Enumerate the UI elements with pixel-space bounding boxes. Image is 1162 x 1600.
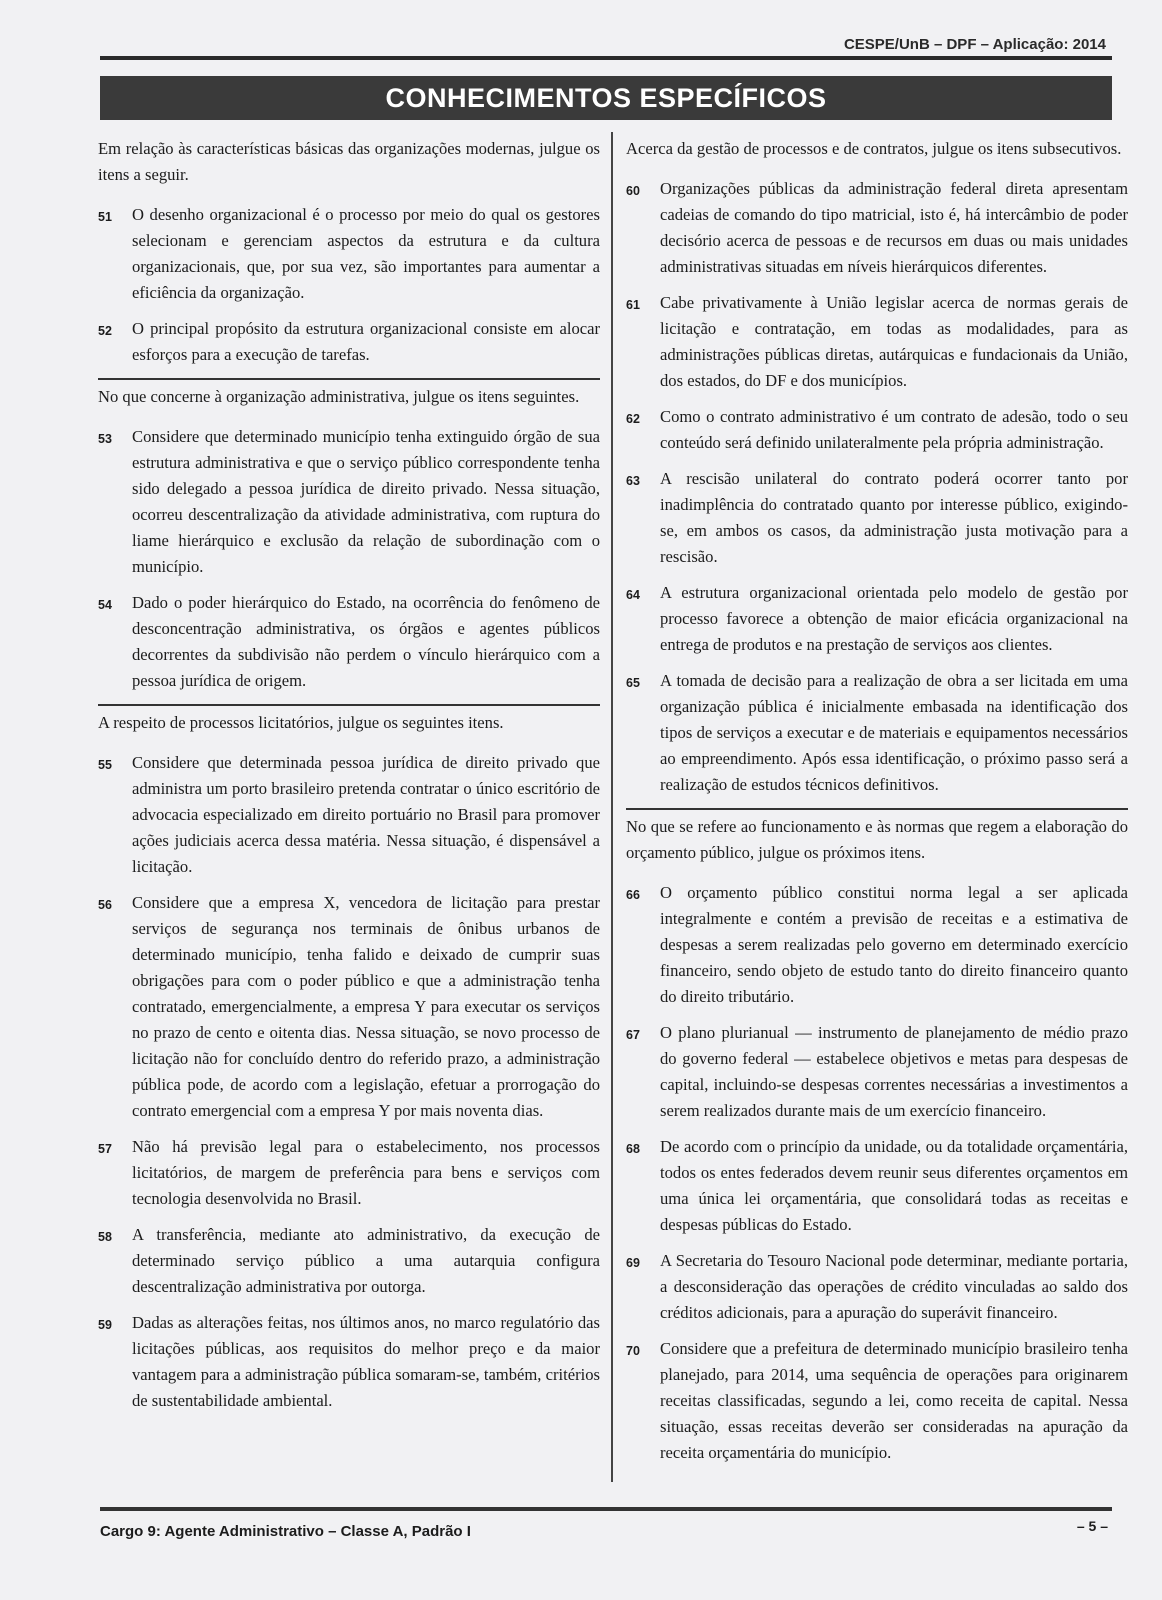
question-text: O plano plurianual — instrumento de planejamento de médio prazo do governo federal — estabelece objetivos e metas para despesas de capital, incluindo-se despesas correntes necessárias a investimentos a serem realizados durante mais de um exercício financeiro. (660, 1023, 1128, 1120)
question-number: 51 (98, 210, 112, 224)
question-text: O desenho organizacional é o processo por meio do qual os gestores selecionam e gerenciam aspectos da estrutura e da cultura organizacionais, que, por sua vez, são importantes para aumentar a eficiência da organização. (132, 205, 600, 302)
question-item (626, 1134, 1128, 1238)
section-divider (98, 704, 600, 706)
page-number: – 5 – (1076, 1518, 1108, 1534)
question-item (98, 750, 600, 880)
question-number: 54 (98, 598, 112, 612)
question-item (626, 404, 1128, 456)
question-number: 63 (626, 474, 640, 488)
question-text: Considere que determinada pessoa jurídica de direito privado que administra um porto brasileiro pretenda contratar o único escritório de advocacia especializado em direito portuário no Brasil para promover ações judiciais acerca dessa matéria. Nessa situação, é dispensável a licitação. (132, 753, 600, 876)
question-text: De acordo com o princípio da unidade, ou da totalidade orçamentária, todos os entes federados devem reunir seus diferentes orçamentos em uma única lei orçamentária, que consolidará todas as receitas e despesas públicas do Estado. (660, 1137, 1128, 1234)
question-text: A rescisão unilateral do contrato poderá ocorrer tanto por inadimplência do contratado quanto por interesse público, exigindo-se, em ambos os casos, da administração justa motivação para a rescisão. (660, 469, 1128, 566)
question-item (626, 1248, 1128, 1326)
question-item (626, 1336, 1128, 1466)
question-item (626, 290, 1128, 394)
question-item (98, 590, 600, 694)
question-text: A transferência, mediante ato administrativo, da execução de determinado serviço público a uma autarquia configura descentralização administrativa por outorga. (132, 1225, 600, 1296)
position-title: Cargo 9: Agente Administrativo – Classe A, Padrão I (100, 1523, 471, 1540)
left-column (98, 136, 600, 1424)
column-divider (611, 132, 613, 1482)
question-item (98, 1222, 600, 1300)
question-number: 66 (626, 888, 640, 902)
question-item (98, 316, 600, 368)
question-item (626, 1020, 1128, 1124)
question-text: Dadas as alterações feitas, nos últimos anos, no marco regulatório das licitações públicas, aos requisitos do melhor preço e da maior vantagem para a administração pública somaram-se, também, critérios de sustentabilidade ambiental. (132, 1313, 600, 1410)
right-column (626, 136, 1128, 1476)
section-intro: Em relação às características básicas das organizações modernas, julgue os itens a seguir. (98, 139, 600, 184)
question-number: 65 (626, 676, 640, 690)
question-item (626, 466, 1128, 570)
question-number: 62 (626, 412, 640, 426)
question-number: 52 (98, 324, 112, 338)
question-number: 58 (98, 1230, 112, 1244)
question-number: 57 (98, 1142, 112, 1156)
question-number: 70 (626, 1344, 640, 1358)
question-item (98, 202, 600, 306)
question-text: Considere que a prefeitura de determinado município brasileiro tenha planejado, para 2014, uma sequência de operações para originarem receitas classificadas, segundo a lei, como receita de capital. Nessa situação, essas receitas deverão ser consideradas na apuração da receita orçamentária do município. (660, 1339, 1128, 1462)
section-intro: Acerca da gestão de processos e de contratos, julgue os itens subsecutivos. (626, 139, 1122, 158)
exam-info: CESPE/UnB – DPF – Aplicação: 2014 (843, 36, 1106, 53)
question-text: A tomada de decisão para a realização de obra a ser licitada em uma organização pública é inicialmente embasada na identificação dos tipos de serviços a executar e de materiais e equipamentos necessários ao empreendimento. Após essa identificação, o próximo passo será a realização de estudos técnicos definitivos. (660, 671, 1128, 794)
section-intro: A respeito de processos licitatórios, julgue os seguintes itens. (98, 713, 504, 732)
question-item (626, 880, 1128, 1010)
question-text: O orçamento público constitui norma legal a ser aplicada integralmente e contém a previsão de receitas e a estimativa de despesas a serem realizadas pelo governo em determinado exercício financeiro, sendo objeto de estudo tanto do direito financeiro quanto do direito tributário. (660, 883, 1128, 1006)
question-text: Considere que a empresa X, vencedora de licitação para prestar serviços de segurança nos terminais de ônibus urbanos de determinado município, tenha falido e deixado de cumprir suas obrigações para com o poder público e que a administração tenha contratado, emergencialmente, a empresa Y para executar os serviços no prazo de cento e oitenta dias. Nessa situação, se novo processo de licitação não for concluído dentro do referido prazo, a administração pública pode, de acordo com a legislação, efetuar a prorrogação do contrato emergencial com a empresa Y por mais noventa dias. (132, 893, 600, 1120)
question-number: 53 (98, 432, 112, 446)
question-item (626, 176, 1128, 280)
question-number: 64 (626, 588, 640, 602)
section-divider (626, 808, 1128, 810)
question-text: A Secretaria do Tesouro Nacional pode determinar, mediante portaria, a desconsideração das operações de crédito vinculadas ao saldo dos créditos adicionais, para a apuração do superávit financeiro. (660, 1251, 1128, 1322)
question-number: 61 (626, 298, 640, 312)
question-item (98, 890, 600, 1124)
question-number: 68 (626, 1142, 640, 1156)
question-item (98, 1134, 600, 1212)
question-text: O principal propósito da estrutura organizacional consiste em alocar esforços para a execução de tarefas. (132, 319, 600, 364)
section-intro: No que se refere ao funcionamento e às normas que regem a elaboração do orçamento público, julgue os próximos itens. (626, 817, 1128, 862)
question-number: 56 (98, 898, 112, 912)
question-number: 60 (626, 184, 640, 198)
question-text: Como o contrato administrativo é um contrato de adesão, todo o seu conteúdo será definido unilateralmente pela própria administração. (660, 407, 1128, 452)
question-text: A estrutura organizacional orientada pelo modelo de gestão por processo favorece a obtenção de maior eficácia organizacional na entrega de produtos e na prestação de serviços aos clientes. (660, 583, 1128, 654)
question-item (626, 580, 1128, 658)
question-text: Cabe privativamente à União legislar acerca de normas gerais de licitação e contratação, em todas as modalidades, para as administrações públicas diretas, autárquicas e fundacionais da União, dos estados, do DF e dos municípios. (660, 293, 1128, 390)
header-rule (100, 56, 1112, 60)
question-text: Considere que determinado município tenha extinguido órgão de sua estrutura administrativa e que o serviço público correspondente tenha sido delegado a pessoa jurídica de direito privado. Nessa situação, ocorreu descentralização da atividade administrativa, com ruptura do liame hierárquico e exclusão da relação de subordinação com o município. (132, 427, 600, 576)
question-item (98, 1310, 600, 1414)
question-number: 67 (626, 1028, 640, 1042)
question-number: 55 (98, 758, 112, 772)
question-text: Organizações públicas da administração federal direta apresentam cadeias de comando do tipo matricial, isto é, há intercâmbio de poder decisório acerca de pessoas e de recursos em duas ou mais unidades administrativas situadas em níveis hierárquicos diferentes. (660, 179, 1128, 276)
section-title: CONHECIMENTOS ESPECÍFICOS (100, 76, 1112, 120)
footer-rule (100, 1507, 1112, 1511)
question-number: 69 (626, 1256, 640, 1270)
question-item (98, 424, 600, 580)
question-item (626, 668, 1128, 798)
question-number: 59 (98, 1318, 112, 1332)
section-divider (98, 378, 600, 380)
question-text: Não há previsão legal para o estabelecimento, nos processos licitatórios, de margem de preferência para bens e serviços com tecnologia desenvolvida no Brasil. (132, 1137, 600, 1208)
question-text: Dado o poder hierárquico do Estado, na ocorrência do fenômeno de desconcentração administrativa, os órgãos e agentes públicos decorrentes da subdivisão não perdem o vínculo hierárquico com a pessoa jurídica de origem. (132, 593, 600, 690)
section-intro: No que concerne à organização administrativa, julgue os itens seguintes. (98, 387, 580, 406)
